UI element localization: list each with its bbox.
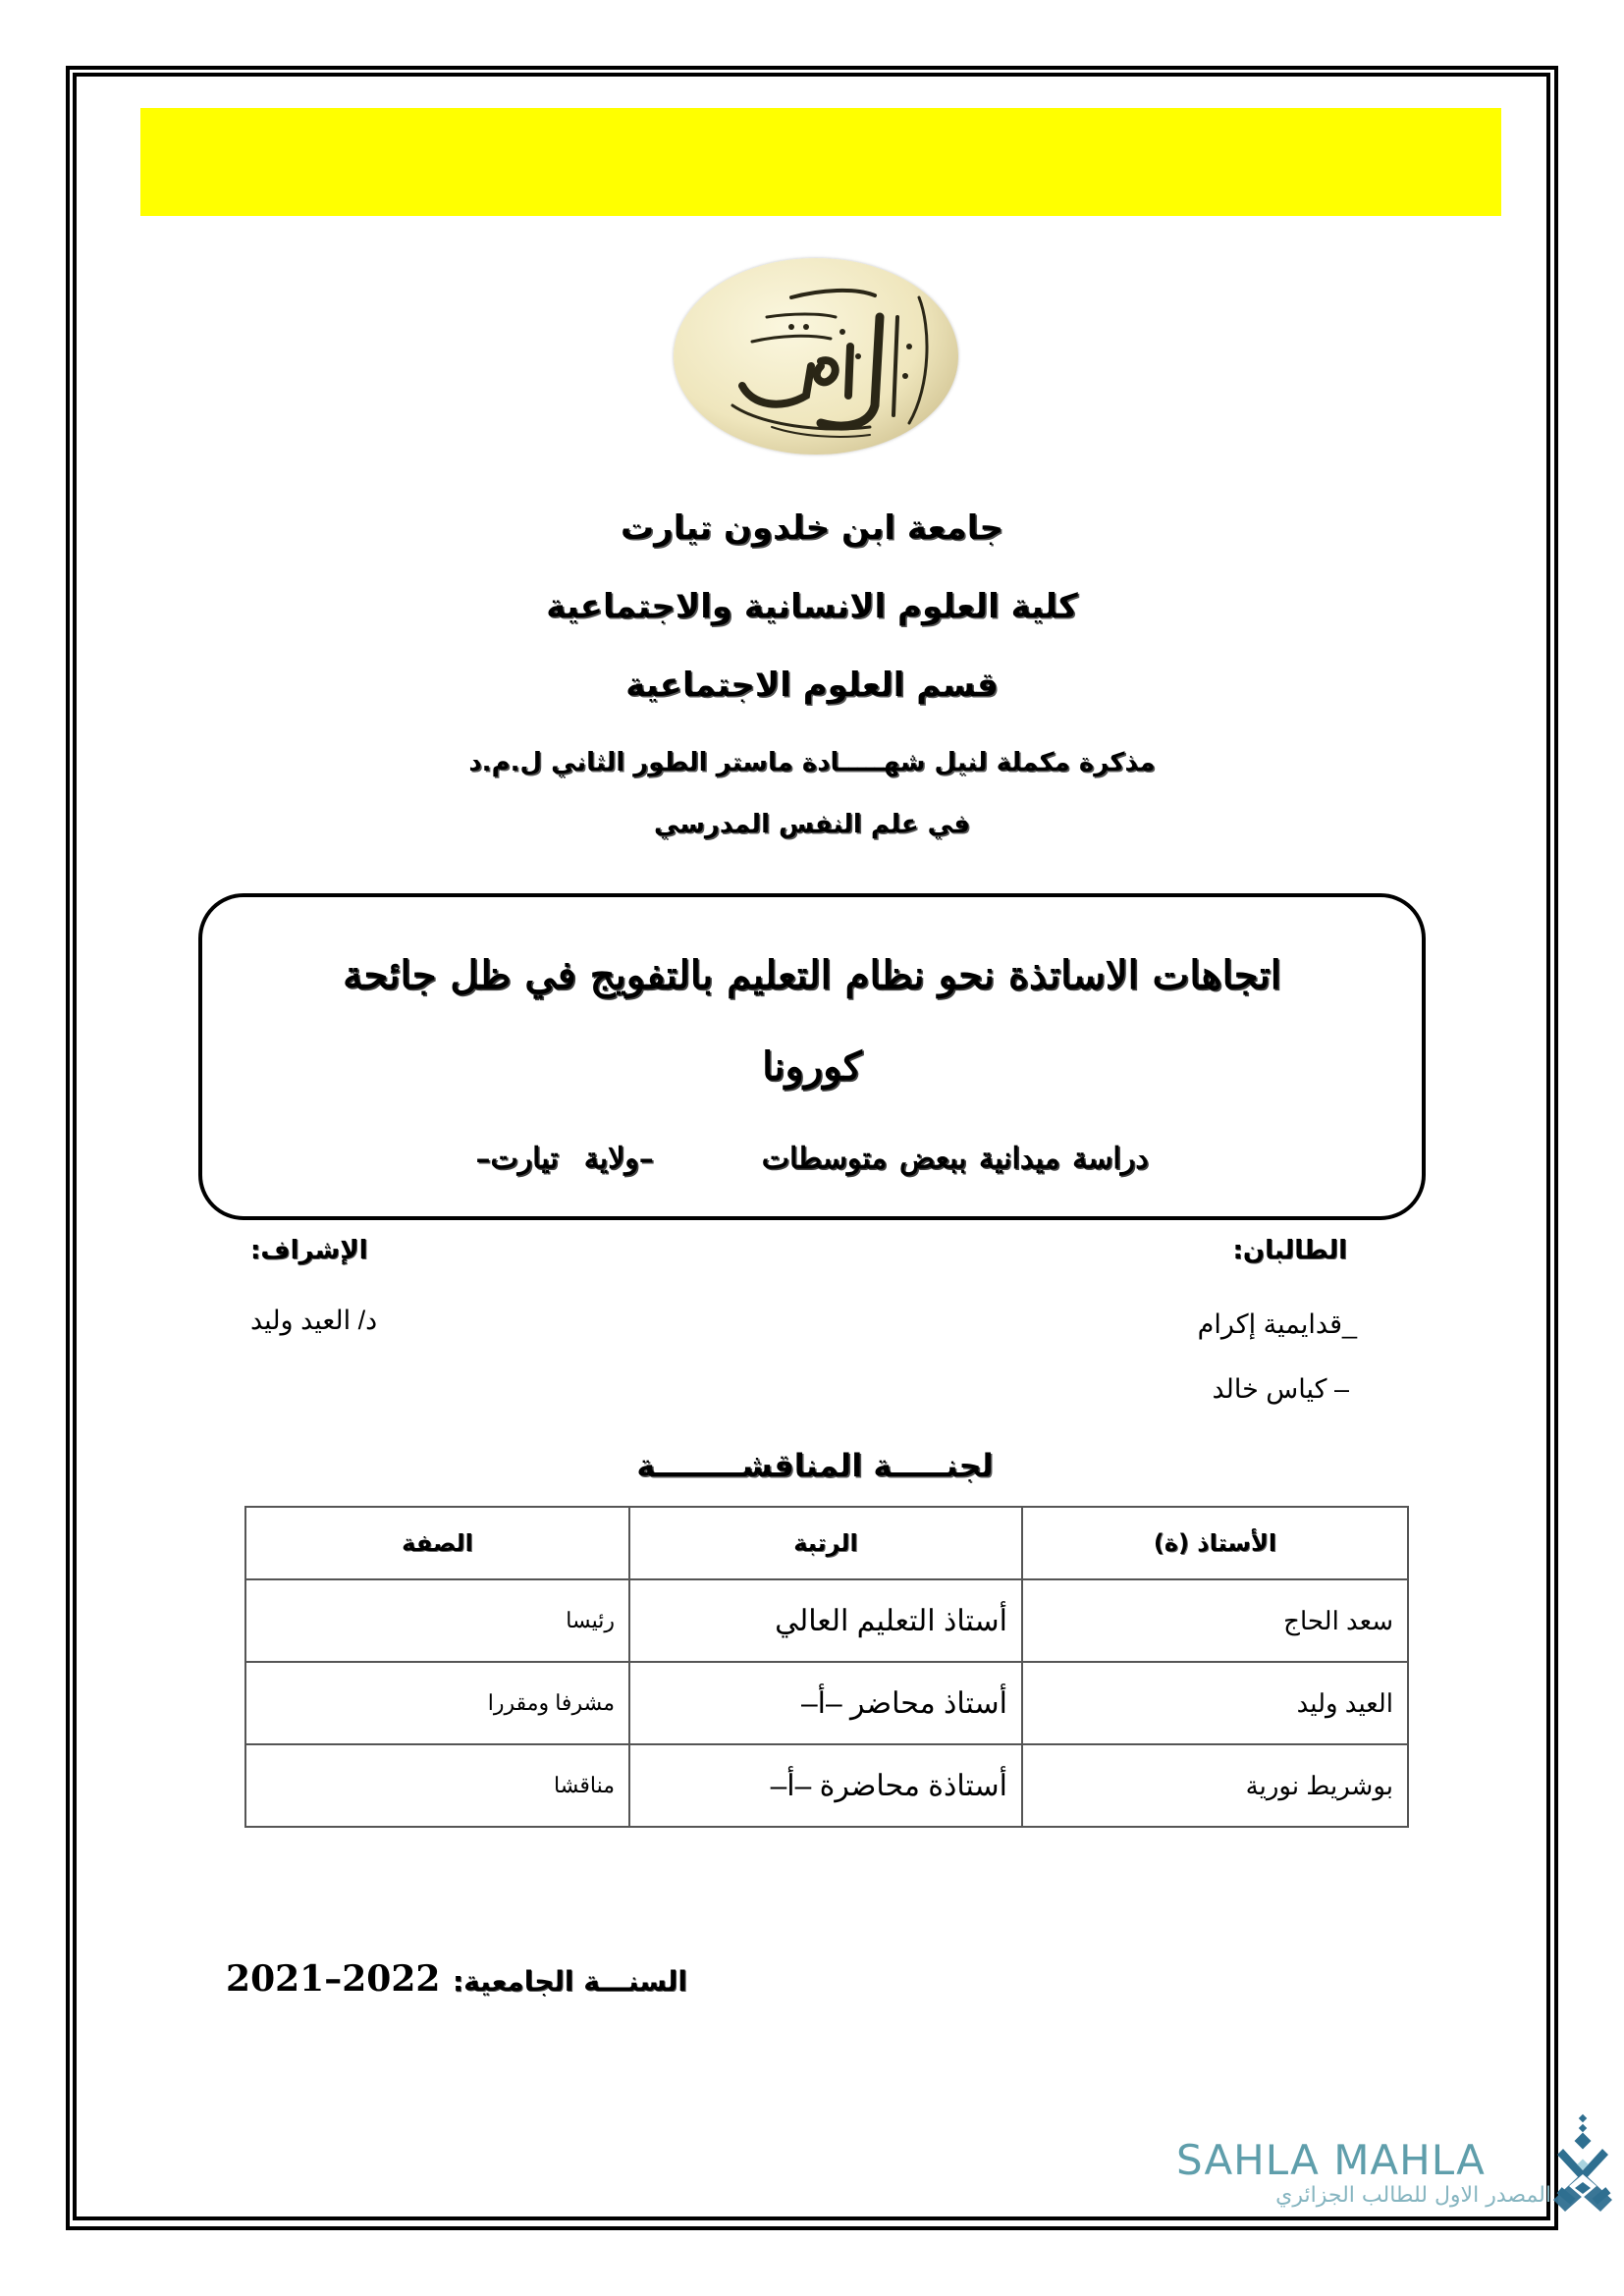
watermark-tagline: المصدر الاول للطالب الجزائري	[1275, 2183, 1551, 2208]
degree-line: مذكرة مكملة لنيل شهـــــادة ماستر الطور الثاني ل.م.د	[468, 748, 1156, 777]
table-row	[245, 1579, 1408, 1662]
academic-year-label: السنـــة الجامعية:	[452, 1965, 687, 1998]
supervision-label: الإشراف:	[250, 1236, 368, 1265]
thesis-title-line2: كورونا	[762, 1043, 862, 1090]
sahla-mahla-logo-icon	[1549, 2113, 1620, 2217]
department-name: قسم العلوم الاجتماعية	[625, 666, 999, 705]
cell-rank: أستاذ التعليم العالي	[629, 1579, 1022, 1662]
cell-role: مناقشا	[245, 1744, 629, 1827]
header-role: الصفة	[245, 1507, 629, 1579]
cell-role: مشرفا ومقررا	[245, 1662, 629, 1744]
highlight-band	[140, 108, 1501, 216]
university-name: جامعة ابن خلدون تيارت	[621, 508, 1003, 548]
specialty-line: في علم النفس المدرسي	[654, 810, 970, 839]
watermark-brand: SAHLA MAHLA	[1176, 2136, 1486, 2184]
student-name-2: – كياس خالد	[1212, 1374, 1349, 1404]
header-rank: الرتبة	[629, 1507, 1022, 1579]
subtitle-study-type: دراسة ميدانية ببعض متوسطات	[761, 1142, 1149, 1176]
academic-year-value: 2021–2022	[226, 1958, 441, 2000]
academic-year	[226, 1958, 687, 2000]
header-professor: الأستاذ (ة)	[1022, 1507, 1408, 1579]
university-logo-icon	[674, 258, 958, 454]
cell-rank: أستاذة محاضرة –أ–	[629, 1744, 1022, 1827]
supervisor-name: د/ العيد وليد	[250, 1306, 378, 1335]
table-header-row	[245, 1507, 1408, 1579]
cell-role: رئيسا	[245, 1579, 629, 1662]
subtitle-city: تيارت–	[475, 1142, 559, 1176]
cell-name: بوشريط نورية	[1022, 1744, 1408, 1827]
table-row	[245, 1744, 1408, 1827]
subtitle-province: –ولاية	[583, 1142, 654, 1176]
committee-table	[244, 1506, 1409, 1828]
thesis-subtitle	[198, 1142, 1426, 1176]
thesis-title-line1: اتجاهات الاساتذة نحو نظام التعليم بالتفويج في ظل جائحة	[343, 952, 1281, 998]
cell-name: سعد الحاج	[1022, 1579, 1408, 1662]
table-row	[245, 1662, 1408, 1744]
students-label: الطالبان:	[1232, 1236, 1347, 1265]
faculty-name: كلية العلوم الانسانية والاجتماعية	[546, 587, 1078, 626]
student-name-1: _قدايمية إكرام	[1197, 1309, 1357, 1339]
cell-name: العيد وليد	[1022, 1662, 1408, 1744]
committee-title: لجنـــــة المناقشــــــــة	[636, 1447, 994, 1484]
cell-rank: أستاذ محاضر –أ–	[629, 1662, 1022, 1744]
